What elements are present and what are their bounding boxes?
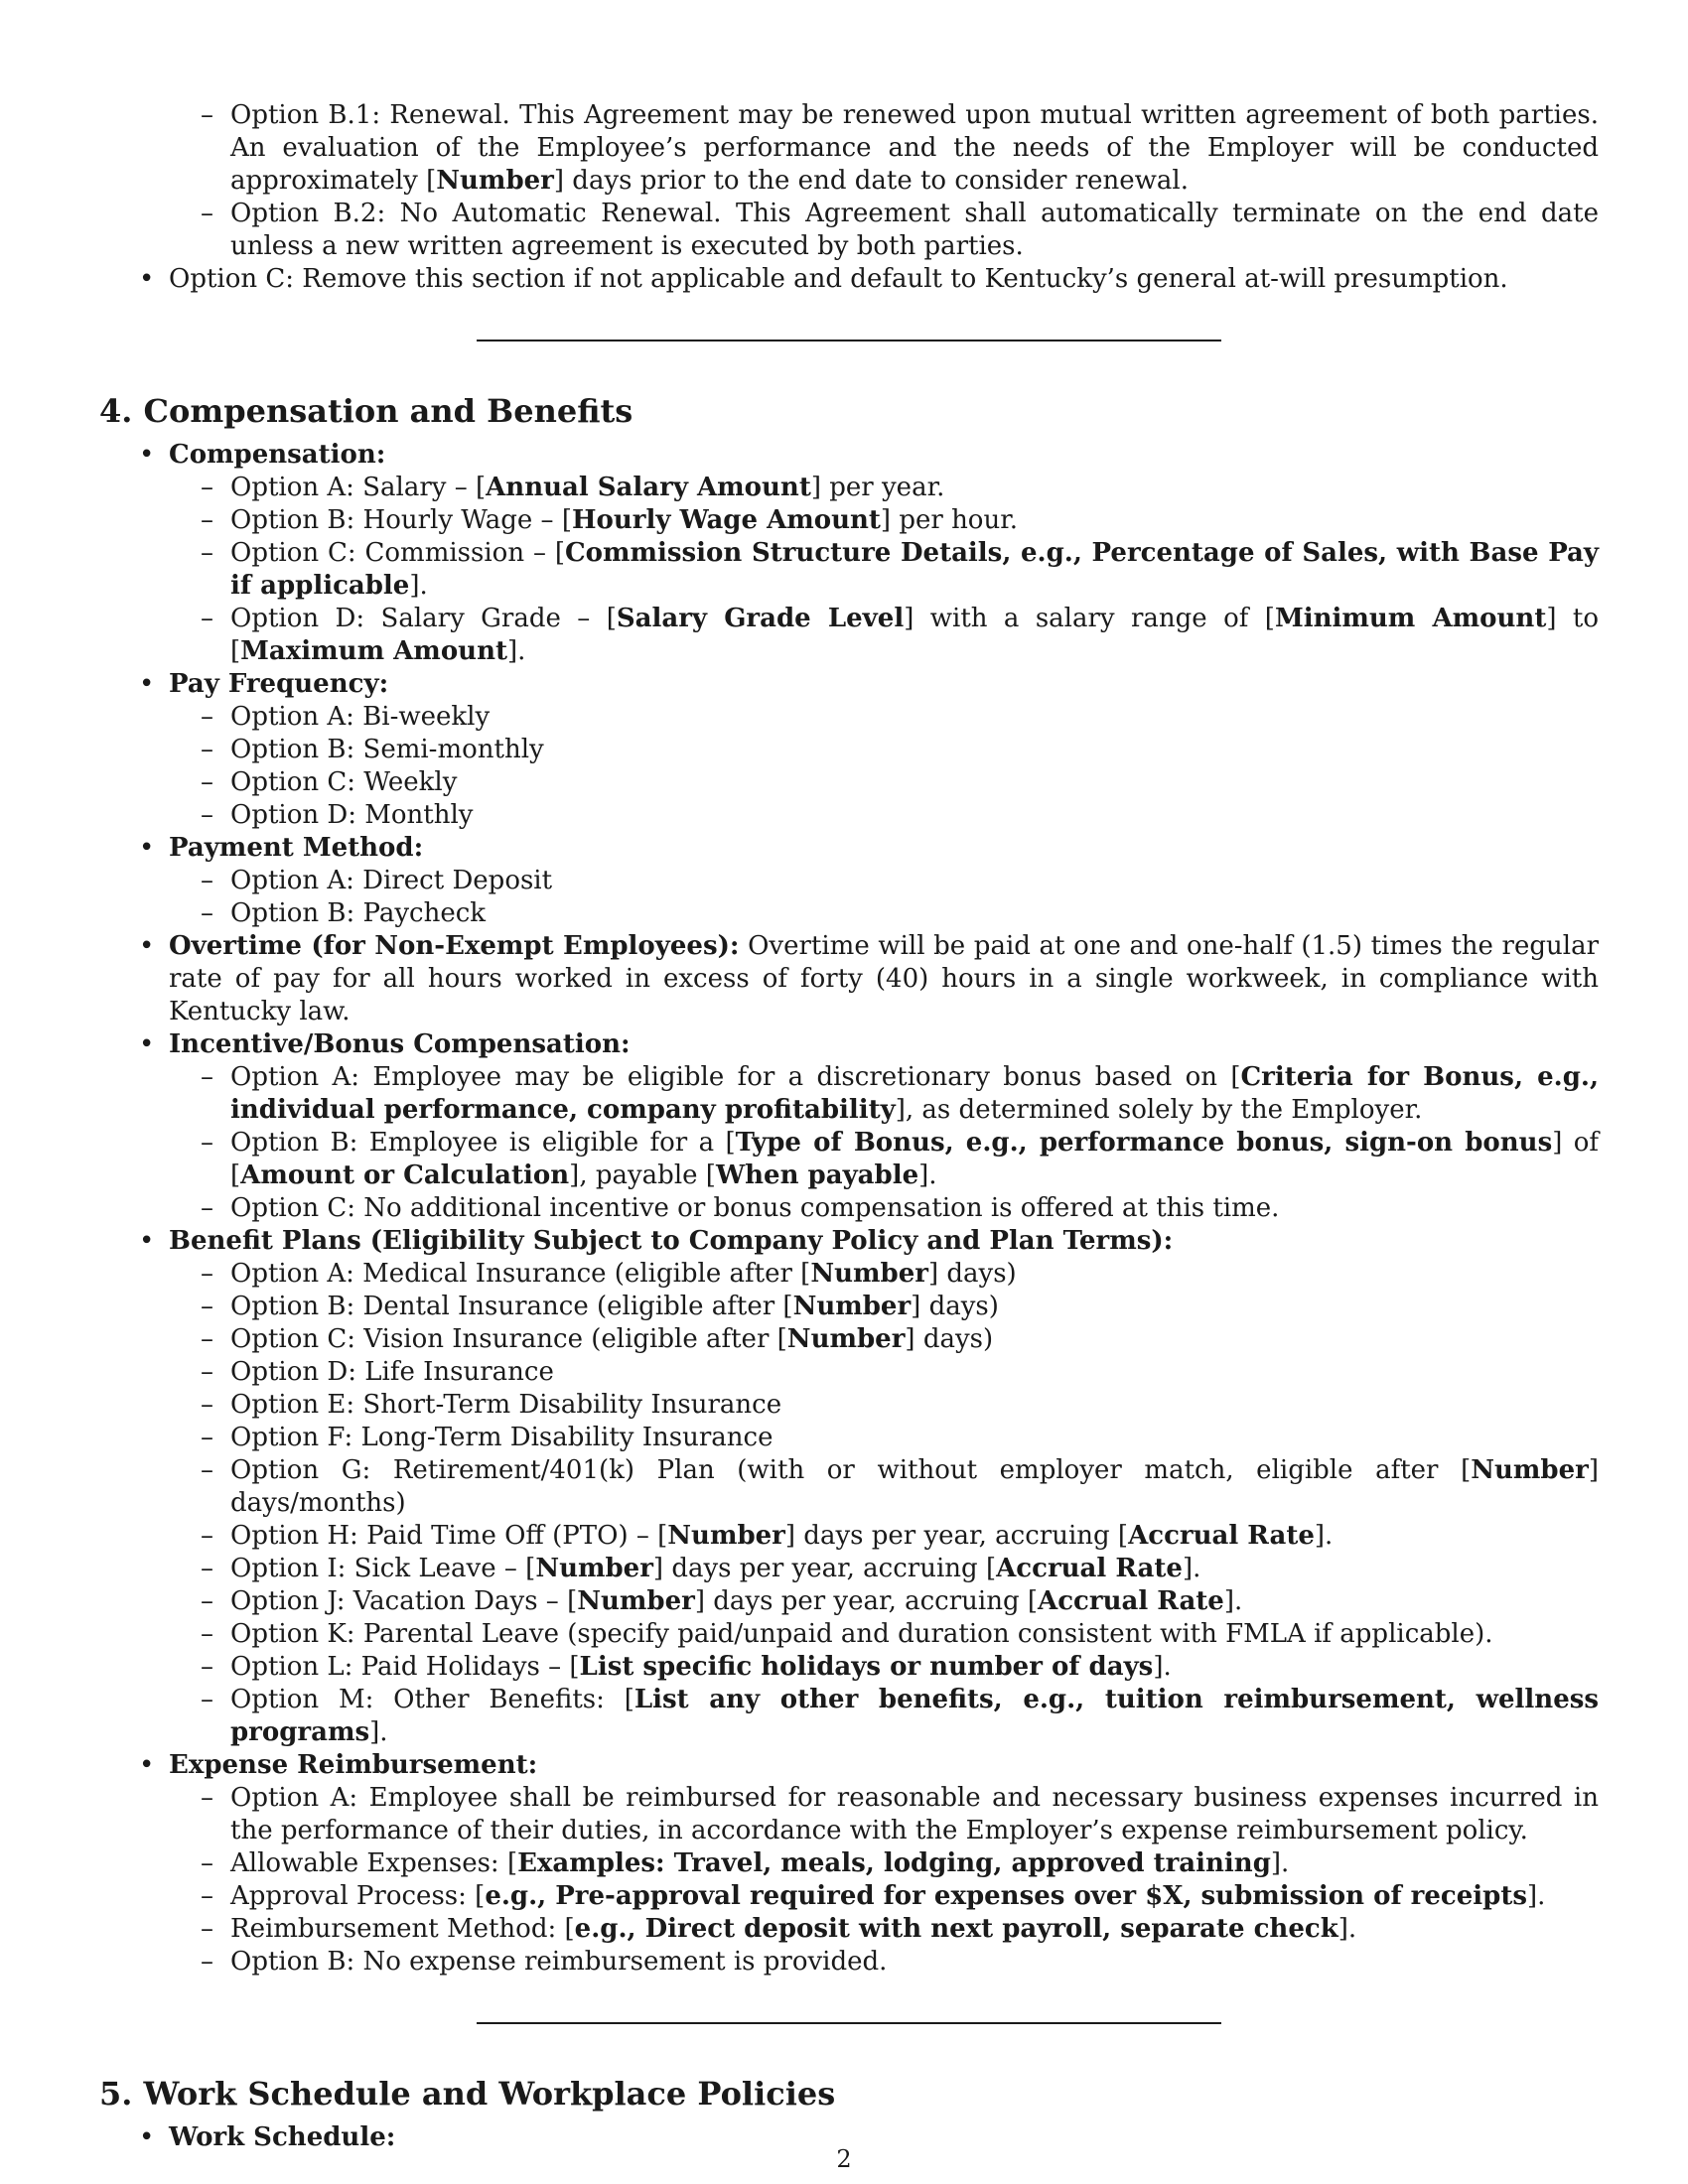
section-4-list xyxy=(99,439,1599,1979)
bonus-item: • Incentive/Bonus Compensation: – Option A: Employee may be eligible for a discretionary bonus based on [Criteria for Bonus, e.g., individual performance, company profitability], as determined solely by the Employer. – Option B: Employee is eligible for a [Type of Bonus, e.g., performance bonus, sign-on bonus] of [Amount or Calculation], payable [When payable]. – Option C: No additional incentive or bonus compensation is offered at this time. xyxy=(169,1028,1599,1225)
payment-method-item: • Payment Method: – Option A: Direct Deposit – Option B: Paycheck xyxy=(169,832,1599,930)
benefit-option-h: – Option H: Paid Time Off (PTO) – [Number] days per year, accruing [Accrual Rate]. xyxy=(230,1520,1599,1553)
option-b-sublist xyxy=(169,99,1599,263)
expense-option-a: – Option A: Employee shall be reimbursed for reasonable and necessary business expenses incurred in the performance of their duties, in accordance with the Employer’s expense reimbursement policy. xyxy=(230,1782,1599,1847)
expense-item: • Expense Reimbursement: – Option A: Employee shall be reimbursed for reasonable and necessary business expenses incurred in the performance of their duties, in accordance with the Employer’s expense reimbursement policy. – Allowable Expenses: [Examples: Travel, meals, lodging, approved training]. – Approval Process: [e.g., Pre-approval required for expenses over $X, submission of receipts]. – Reimbursement Method: [e.g., Direct deposit with next payroll, separate check]. – Option B: No expense reimbursement is provided. xyxy=(169,1749,1599,1979)
section-divider xyxy=(477,2022,1221,2024)
compensation-options xyxy=(169,472,1599,668)
benefit-option-b: – Option B: Dental Insurance (eligible after [Number] days) xyxy=(230,1291,1599,1323)
overtime-item: • Overtime (for Non-Exempt Employees): Overtime will be paid at one and one-half (1.5) times the regular rate of pay for all hours worked in excess of forty (40) hours in a single workweek, in compliance with Kentucky law. xyxy=(169,930,1599,1028)
expense-method: – Reimbursement Method: [e.g., Direct deposit with next payroll, separate check]. xyxy=(230,1913,1599,1946)
comp-option-c: – Option C: Commission – [Commission Structure Details, e.g., Percentage of Sales, with Base Pay if applicable]. xyxy=(230,537,1599,603)
payfreq-option: – Option D: Monthly xyxy=(230,799,1599,832)
benefit-option-c: – Option C: Vision Insurance (eligible after [Number] days) xyxy=(230,1323,1599,1356)
compensation-item: • Compensation: – Option A: Salary – [Annual Salary Amount] per year. – Option B: Hourly Wage – [Hourly Wage Amount] per hour. – Option C: Commission – [Commission Structure Details, e.g., Percentage of Sales, with Base Pay if applicable]. – Option D: Salary Grade – [Salary Grade Level] with a salary range of [Minimum Amount] to [Maximum Amount]. xyxy=(169,439,1599,668)
bonus-option-a: – Option A: Employee may be eligible for a discretionary bonus based on [Criteria for Bonus, e.g., individual performance, company profitability], as determined solely by the Employer. xyxy=(230,1061,1599,1127)
comp-option-b: – Option B: Hourly Wage – [Hourly Wage Amount] per hour. xyxy=(230,504,1599,537)
benefit-option-l: – Option L: Paid Holidays – [List specific holidays or number of days]. xyxy=(230,1651,1599,1684)
option-b2-no-renewal: – Option B.2: No Automatic Renewal. This Agreement shall automatically terminate on the end date unless a new written agreement is executed by both parties. xyxy=(230,198,1599,263)
option-b1-renewal: – Option B.1: Renewal. This Agreement may be renewed upon mutual written agreement of both parties. An evaluation of the Employee’s performance and the needs of the Employer will be conducted approximately [Number] days prior to the end date to consider renewal. xyxy=(230,99,1599,198)
paymethod-option: – Option A: Direct Deposit xyxy=(230,865,1599,897)
expense-allowable: – Allowable Expenses: [Examples: Travel, meals, lodging, approved training]. xyxy=(230,1847,1599,1880)
bonus-option-b: – Option B: Employee is eligible for a [Type of Bonus, e.g., performance bonus, sign-on bonus] of [Amount or Calculation], payable [When payable]. xyxy=(230,1127,1599,1192)
payment-method-options xyxy=(169,865,1599,930)
page-number: 2 xyxy=(836,2145,852,2173)
work-schedule-item: • Work Schedule: xyxy=(169,2121,1599,2154)
benefit-option-i: – Option I: Sick Leave – [Number] days per year, accruing [Accrual Rate]. xyxy=(230,1553,1599,1585)
expense-option-b: – Option B: No expense reimbursement is provided. xyxy=(230,1946,1599,1979)
bonus-options xyxy=(169,1061,1599,1225)
option-c-remove: • Option C: Remove this section if not applicable and default to Kentucky’s general at-will presumption. xyxy=(169,263,1599,296)
bonus-option-c: – Option C: No additional incentive or bonus compensation is offered at this time. xyxy=(230,1192,1599,1225)
benefit-option-d: – Option D: Life Insurance xyxy=(230,1356,1599,1389)
benefit-plans-options xyxy=(169,1258,1599,1749)
payfreq-option: – Option A: Bi-weekly xyxy=(230,701,1599,734)
benefit-option-f: – Option F: Long-Term Disability Insurance xyxy=(230,1422,1599,1454)
payfreq-option: – Option C: Weekly xyxy=(230,766,1599,799)
term-options-list xyxy=(99,99,1599,296)
expense-options xyxy=(169,1782,1599,1979)
benefit-plans-item: • Benefit Plans (Eligibility Subject to Company Policy and Plan Terms): – Option A: Medical Insurance (eligible after [Number] days) – Option B: Dental Insurance (eligible after [Number] days) – Option C: Vision Insurance (eligible after [Number] days) – Option D: Life Insurance – Option E: Short-Term Disability Insurance – Option F: Long-Term Disability Insurance – Option G: Retirement/401(k) Plan (with or without employer match, eligible after [Number] days/months) – Option H: Paid Time Off (PTO) – [Number] days per year, accruing [Accrual Rate]. – Option I: Sick Leave – [Number] days per year, accruing [Accrual Rate]. – Option J: Vacation Days – [Number] days per year, accruing [Accrual Rate]. – Option K: Parental Leave (specify paid/unpaid and duration consistent with FMLA if applicable). – Option L: Paid Holidays – [List specific holidays or number of days]. – Option M: Other Benefits: [List any other benefits, e.g., tuition reimbursement, wellness programs]. xyxy=(169,1225,1599,1749)
benefit-option-j: – Option J: Vacation Days – [Number] days per year, accruing [Accrual Rate]. xyxy=(230,1585,1599,1618)
benefit-option-e: – Option E: Short-Term Disability Insurance xyxy=(230,1389,1599,1422)
payfreq-option: – Option B: Semi-monthly xyxy=(230,734,1599,766)
page-content xyxy=(99,99,1599,2154)
term-option-b-group xyxy=(169,99,1599,263)
benefit-option-a: – Option A: Medical Insurance (eligible after [Number] days) xyxy=(230,1258,1599,1291)
section-4-heading: 4. Compensation and Benefits xyxy=(99,392,633,430)
pay-frequency-item: • Pay Frequency: – Option A: Bi-weekly – Option B: Semi-monthly – Option C: Weekly – Option D: Monthly xyxy=(169,668,1599,832)
paymethod-option: – Option B: Paycheck xyxy=(230,897,1599,930)
pay-frequency-options xyxy=(169,701,1599,832)
comp-option-d: – Option D: Salary Grade – [Salary Grade Level] with a salary range of [Minimum Amount] to [Maximum Amount]. xyxy=(230,603,1599,668)
benefit-option-k: – Option K: Parental Leave (specify paid/unpaid and duration consistent with FMLA if applicable). xyxy=(230,1618,1599,1651)
section-5-heading: 5. Work Schedule and Workplace Policies xyxy=(99,2075,836,2113)
benefit-option-m: – Option M: Other Benefits: [List any other benefits, e.g., tuition reimbursement, wellness programs]. xyxy=(230,1684,1599,1749)
section-divider xyxy=(477,340,1221,341)
expense-approval: – Approval Process: [e.g., Pre-approval required for expenses over $X, submission of receipts]. xyxy=(230,1880,1599,1913)
benefit-option-g: – Option G: Retirement/401(k) Plan (with or without employer match, eligible after [Number] days/months) xyxy=(230,1454,1599,1520)
comp-option-a: – Option A: Salary – [Annual Salary Amount] per year. xyxy=(230,472,1599,504)
